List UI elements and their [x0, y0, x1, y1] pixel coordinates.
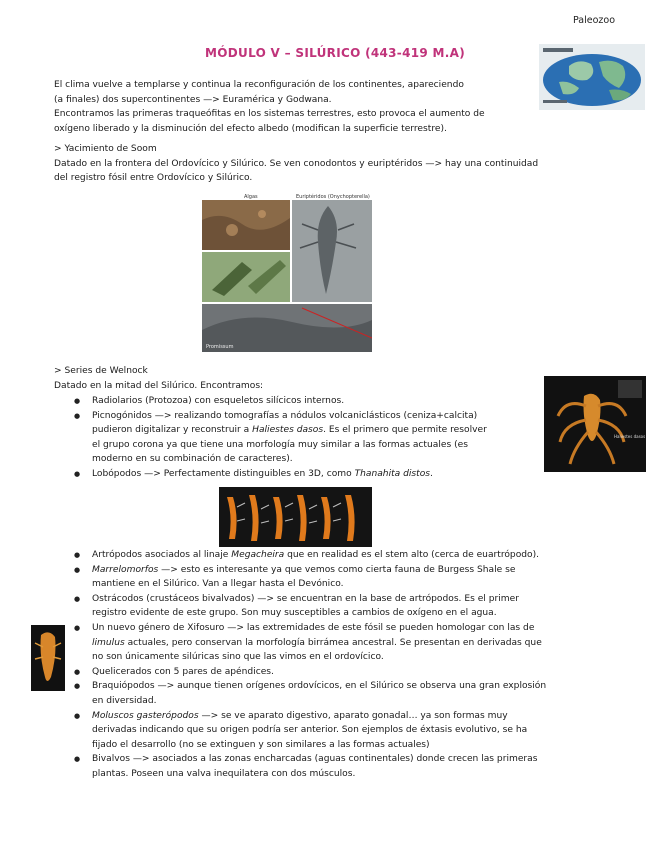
wenlock-list-part-2: [72, 548, 607, 782]
intro-paragraph: [54, 78, 614, 136]
soom-fossils-figure: [202, 190, 372, 360]
intro-line: El clima vuelve a templarse y continua la reconfiguración de los continentes, apareciendo: [54, 80, 464, 90]
list-item: [72, 394, 607, 409]
list-line: mantiene en el Silúrico. Van a llegar hasta el Devónico.: [92, 579, 344, 590]
list-line: ● Lobópodos —> Perfectamente distinguibles en 3D, como Thanahita distos.: [92, 468, 433, 479]
figure-label-algas: Algas: [244, 194, 258, 200]
wenlock-heading: > Series de Welnock: [54, 366, 148, 376]
italic-term: Thanahita distos: [354, 468, 431, 479]
list-line: plantas. Poseen una valva inequilatera con dos músculos.: [92, 768, 356, 779]
list-line: ● Braquiópodos —> aunque tienen orígenes ordovícicos, en el Silúrico se observa una gran explosión: [92, 681, 547, 692]
list-item: [72, 709, 607, 753]
soom-heading: > Yacimiento de Soom: [54, 144, 157, 154]
list-line: pudieron digitalizar y reconstruir a Haliestes dasos. Es el primero que permite resolver: [92, 425, 487, 436]
list-item: [72, 409, 607, 467]
list-item: [72, 467, 607, 482]
list-line: ● Quelicerados con 5 pares de apéndices.: [92, 666, 274, 677]
list-line: moderno en su combinación de caracteres).: [92, 454, 293, 465]
list-line: ● Radiolarios (Protozoa) con esqueletos silícicos internos.: [92, 396, 345, 406]
list-item: [72, 548, 607, 563]
figure-label-euripteridos: Euriptéridos (Onychopterella): [296, 194, 370, 200]
list-line: ● Artrópodos asociados al linaje Megacheira que en realidad es el stem alto (cerca de euartrópodo).: [92, 550, 540, 560]
wenlock-list-part-1: [72, 394, 607, 482]
italic-term: Megacheira: [231, 550, 285, 560]
figure-label-promissum: Promissum: [206, 344, 234, 350]
list-line: el grupo corona ya que tiene una morfología muy similar a las formas actuales (es: [92, 439, 468, 450]
list-item: [72, 621, 607, 665]
list-line: ● Marrelomorfos —> esto es interesante ya que vemos como cierta fauna de Burgess Shale se: [92, 564, 516, 575]
intro-line: (a finales) dos supercontinentes —> Euramérica y Godwana.: [54, 94, 332, 105]
list-item: [72, 563, 607, 592]
xiphosuran-image: [31, 625, 65, 691]
intro-line: oxígeno liberado y la disminución del efecto albedo (modifican la superficie terrestre).: [54, 123, 447, 134]
soom-section: [54, 142, 614, 186]
list-line: en diversidad.: [92, 695, 157, 706]
list-item: [72, 592, 607, 621]
soom-line: Datado en la frontera del Ordovícico y Silúrico. Se ven conodontos y euriptéridos —> hay una continuidad: [54, 158, 539, 169]
list-item: [72, 665, 607, 680]
list-line: ● Picnogónidos —> realizando tomografías a nódulos volcaniclásticos (ceniza+calcita): [92, 410, 478, 421]
italic-term: limulus: [92, 637, 125, 648]
wenlock-section: [54, 364, 614, 393]
list-line: derivadas indicando que su origen podría ser anterior. Son ejemplos de éxtasis evolutivo, se ha: [92, 725, 528, 736]
list-line: registro evidente de este grupo. Son muy susceptibles a cambios de oxígeno en el agua.: [92, 608, 497, 619]
page-header-section: Paleozoo: [572, 15, 615, 26]
intro-line: Encontramos las primeras traqueófitas en los sistemas terrestres, esto provoca el aumento de: [54, 109, 485, 120]
haliestes-label: Haliestes dasos: [614, 434, 646, 439]
wenlock-subheading: Datado en la mitad del Silúrico. Encontramos:: [54, 380, 264, 391]
list-line: no son únicamente silúricas sino que las vimos en el ordovícico.: [92, 652, 384, 663]
soom-line: del registro fósil entre Ordovícico y Silúrico.: [54, 173, 253, 184]
page-title: MÓDULO V – SILÚRICO (443-419 M.A): [205, 46, 465, 60]
italic-term: Marrelomorfos: [92, 564, 159, 575]
list-line: limulus actuales, pero conservan la morfología birrámea ancestral. Se presentan en derivadas que: [92, 637, 542, 648]
list-line: fijado el desarrollo (no se extinguen y son similares a las formas actuales): [92, 739, 430, 750]
italic-term: Haliestes dasos: [252, 425, 324, 436]
list-line: ● Moluscos gasterópodos —> se ve aparato digestivo, aparato gonadal… ya son formas muy: [92, 710, 508, 721]
lobopod-reconstruction-image: [219, 487, 372, 547]
list-line: ● Un nuevo género de Xifosuro —> las extremidades de este fósil se pueden homologar con las de: [92, 622, 535, 633]
list-item: [72, 679, 607, 708]
italic-term: Moluscos gasterópodos: [92, 710, 199, 721]
list-item: [72, 752, 607, 781]
list-line: ● Ostrácodos (crustáceos bivalvados) —> se encuentran en la base de artrópodos. Es el primer: [92, 593, 519, 604]
list-line: ● Bivalvos —> asociados a las zonas encharcadas (aguas continentales) donde crecen las primeras: [92, 754, 538, 765]
